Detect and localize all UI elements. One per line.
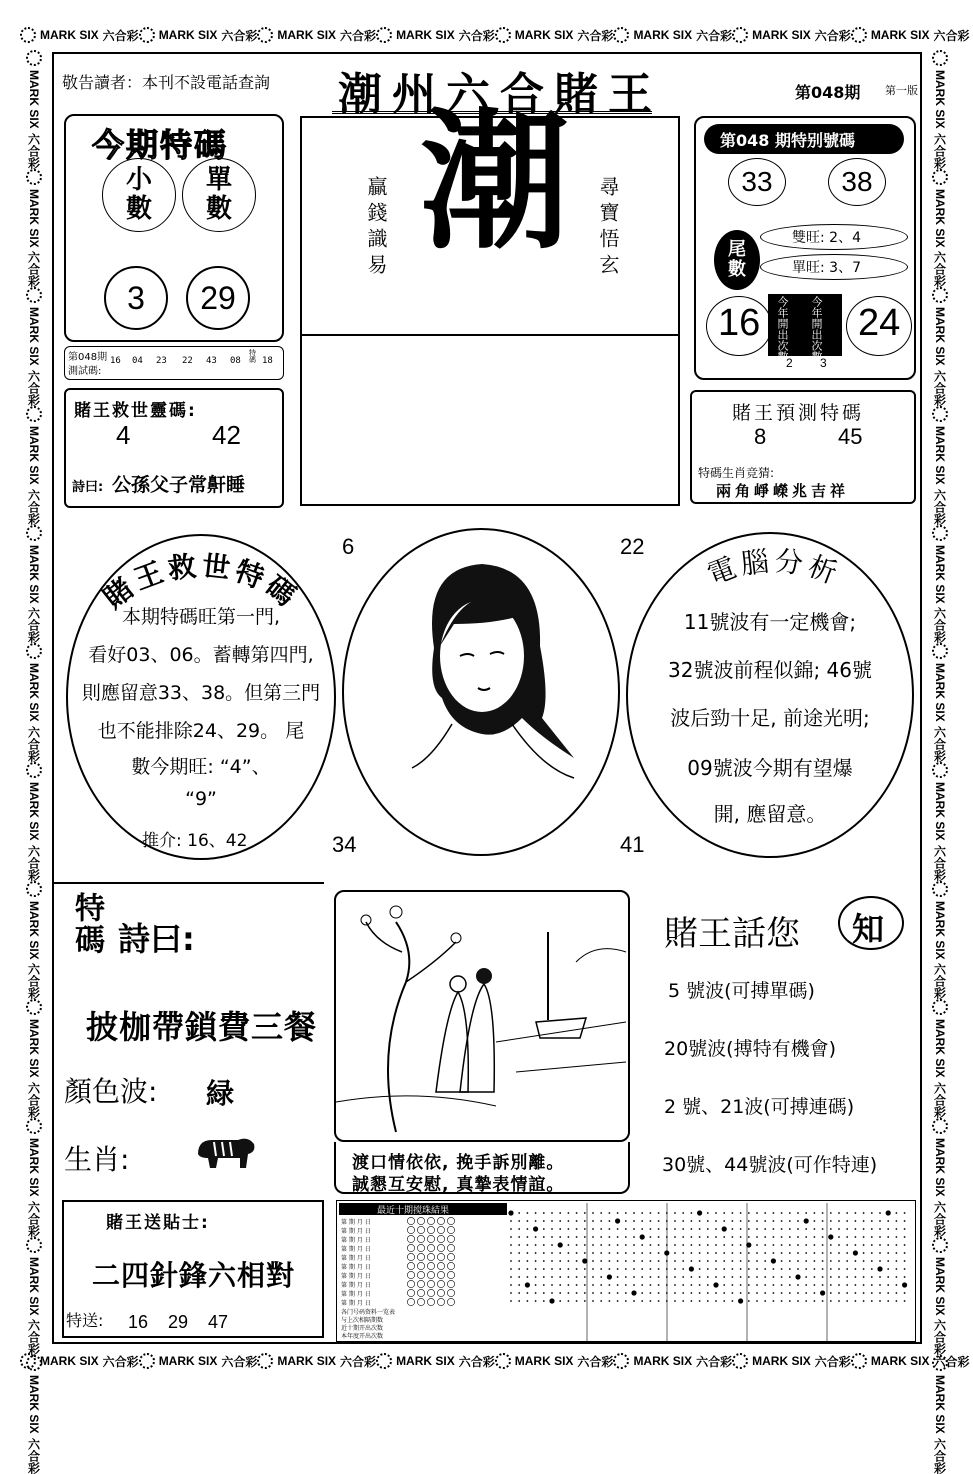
brand-cn: 六合彩 <box>932 1082 947 1119</box>
results-ball-circles <box>407 1217 454 1305</box>
special-numbers-heading: 第048 期特别號碼 <box>720 131 855 150</box>
brand-en: MARK SIX <box>396 28 455 42</box>
special-bottom-2: 24 <box>858 302 901 344</box>
brand-mark <box>732 27 851 44</box>
brand-mark <box>932 1118 949 1237</box>
brand-en: MARK SIX <box>933 782 947 841</box>
flower-ornament-icon <box>26 1118 42 1134</box>
tips-number-1: 16 <box>128 1312 149 1332</box>
flower-ornament-icon <box>932 287 948 303</box>
brand-en: MARK SIX <box>870 28 930 42</box>
brand-en: MARK SIX <box>27 1256 41 1316</box>
brand-cn: 六合彩 <box>221 1354 258 1369</box>
ferry-illustration <box>336 892 628 1140</box>
brand-mark <box>26 406 43 525</box>
brand-en: MARK SIX <box>158 28 218 42</box>
flower-ornament-icon <box>26 999 42 1015</box>
flower-ornament-icon <box>26 50 42 66</box>
analysis-arc-title: 電腦分析 <box>702 544 846 592</box>
brand-mark <box>613 27 732 44</box>
flower-ornament-icon <box>851 27 867 43</box>
test-code-n6: 08 <box>230 356 241 366</box>
brand-en: MARK SIX <box>27 1019 41 1079</box>
tiger-icon <box>194 1128 258 1172</box>
salvation-line-1: 本期特碼旺第一門, <box>121 606 281 628</box>
brand-cn: 六合彩 <box>696 1354 733 1369</box>
flower-ornament-icon <box>26 1355 42 1371</box>
tips-number-3: 47 <box>208 1312 229 1332</box>
brand-mark <box>376 27 495 44</box>
flower-ornament-icon <box>932 643 948 659</box>
brand-en: MARK SIX <box>27 70 41 129</box>
brand-en: MARK SIX <box>277 28 337 42</box>
flower-ornament-icon <box>26 1237 42 1253</box>
flower-ornament-icon <box>932 881 948 897</box>
brand-cn: 六合彩 <box>932 844 947 881</box>
brand-cn: 六合彩 <box>932 1200 947 1237</box>
brand-cn: 六合彩 <box>932 132 947 169</box>
results-footer-4: 本年度开出次数 <box>341 1333 384 1340</box>
test-code-n3: 23 <box>156 356 167 366</box>
brand-en: MARK SIX <box>933 663 947 723</box>
analysis-line-4: 09號波今期有望爆 <box>687 756 853 780</box>
results-row-label: 第 期 月 日 <box>341 1255 371 1262</box>
brand-mark <box>932 169 949 288</box>
special-bottom-1: 16 <box>718 302 761 344</box>
brand-en: MARK SIX <box>27 782 41 841</box>
brand-mark <box>932 881 949 1000</box>
brand-mark <box>26 881 43 1000</box>
flower-ornament-icon <box>26 762 42 778</box>
brand-en: MARK SIX <box>933 307 947 367</box>
brand-cn: 六合彩 <box>26 1438 41 1474</box>
right-brand-strip <box>920 50 960 1474</box>
tips-label: 特送: <box>66 1311 104 1330</box>
brand-en: MARK SIX <box>40 1354 99 1368</box>
talk-item-4: 30號、44號波(可作特連) <box>662 1154 878 1176</box>
brand-en: MARK SIX <box>27 188 41 248</box>
results-row-label: 第 期 月 日 <box>341 1291 371 1298</box>
brand-cn: 六合彩 <box>221 28 258 43</box>
brand-mark <box>376 1353 495 1370</box>
brand-mark <box>932 999 949 1118</box>
brand-en: MARK SIX <box>158 1354 218 1368</box>
flower-ornament-icon <box>932 1237 948 1253</box>
test-code-special-label: 特碼 <box>249 349 256 364</box>
zodiac-label: 生肖: <box>64 1143 130 1176</box>
brand-cn: 六合彩 <box>26 1200 41 1237</box>
brand-en: MARK SIX <box>752 1354 811 1368</box>
forecast-number-1: 8 <box>754 424 767 449</box>
results-row-label: 第 期 月 日 <box>341 1264 371 1271</box>
brand-mark <box>932 1355 949 1474</box>
flower-ornament-icon <box>851 1353 867 1369</box>
lower-divider <box>54 882 324 884</box>
color-label: 顏色波: <box>64 1075 158 1108</box>
results-footer-2: 与上次相隔期数 <box>341 1317 384 1324</box>
results-row-label: 第 期 月 日 <box>341 1246 371 1253</box>
spirit-code-heading: 賭王救世靈碼: <box>74 401 197 421</box>
brand-cn: 六合彩 <box>102 1354 139 1369</box>
year-count-1: 2 <box>786 356 793 370</box>
salvation-arc-title: 賭王救世特碼 <box>97 549 305 616</box>
left-brand-strip <box>14 50 54 1474</box>
flower-ornament-icon <box>20 27 36 43</box>
ferry-caption-1: 渡口情依依, 挽手訴別離。 <box>352 1153 565 1173</box>
flower-ornament-icon <box>932 525 948 541</box>
brand-en: MARK SIX <box>933 426 947 485</box>
flower-ornament-icon <box>932 762 948 778</box>
special-poem-title: 詩曰: <box>118 920 195 958</box>
talk-title: 賭王話您 <box>664 914 800 954</box>
flower-ornament-icon <box>26 525 42 541</box>
brand-cn: 六合彩 <box>340 28 377 43</box>
brand-mark <box>851 1353 970 1370</box>
brand-en: MARK SIX <box>514 1354 574 1368</box>
flower-ornament-icon <box>26 169 42 185</box>
small-number-tag: 小數 <box>102 158 176 232</box>
brand-mark <box>139 1353 258 1370</box>
brand-cn: 六合彩 <box>814 28 851 43</box>
tips-phrase: 二四針鋒六相對 <box>92 1259 296 1292</box>
talk-item-2: 20號波(搏特有機會) <box>664 1038 837 1060</box>
year-note-right: 今年開出次數 <box>810 296 823 362</box>
test-code-label: 測試碼: <box>68 366 102 377</box>
brand-en: MARK SIX <box>514 28 574 42</box>
brand-en: MARK SIX <box>933 544 947 604</box>
flower-ornament-icon <box>932 1118 948 1134</box>
svg-text:電腦分析 <box>703 544 846 591</box>
double-hot-text: 雙旺: 2、4 <box>792 230 861 246</box>
results-table <box>336 1200 916 1342</box>
brand-en: MARK SIX <box>933 1375 947 1435</box>
today-number-2: 29 <box>186 266 250 330</box>
spirit-number-1: 4 <box>116 420 131 450</box>
brand-cn: 六合彩 <box>26 1319 41 1356</box>
brand-en: MARK SIX <box>27 1375 41 1435</box>
brand-cn: 六合彩 <box>932 370 947 407</box>
brand-en: MARK SIX <box>870 1354 930 1368</box>
salvation-line-6: “9” <box>185 788 217 810</box>
brand-cn: 六合彩 <box>26 607 41 644</box>
analysis-line-3: 波后勁十足, 前途光明; <box>670 706 870 730</box>
brand-en: MARK SIX <box>27 426 41 485</box>
flower-ornament-icon <box>932 50 948 66</box>
brand-mark <box>257 1353 376 1370</box>
salvation-line-2: 看好03、06。蓄轉第四門, <box>88 644 314 666</box>
odd-number-tag: 單數 <box>182 158 256 232</box>
brand-mark <box>932 762 949 881</box>
spirit-number-2: 42 <box>212 420 241 450</box>
flower-ornament-icon <box>257 27 273 43</box>
brand-cn: 六合彩 <box>932 1319 947 1356</box>
brand-cn: 六合彩 <box>696 28 733 43</box>
brand-en: MARK SIX <box>27 663 41 723</box>
year-count-2: 3 <box>820 356 827 370</box>
salvation-recommend: 推介: 16、42 <box>142 831 248 851</box>
salvation-line-5: 數今期旺: “4”、 <box>131 756 271 778</box>
brand-mark <box>26 1118 43 1237</box>
today-number-1: 3 <box>104 266 168 330</box>
flower-ornament-icon <box>26 406 42 422</box>
flower-ornament-icon <box>613 27 629 43</box>
flower-ornament-icon <box>26 643 42 659</box>
brand-mark <box>26 762 43 881</box>
flower-ornament-icon <box>495 1353 511 1369</box>
tips-number-2: 29 <box>168 1312 189 1332</box>
brand-cn: 六合彩 <box>932 251 947 288</box>
talk-item-3: 2 號、21波(可搏連碼) <box>664 1096 855 1118</box>
brand-mark <box>851 27 970 44</box>
spirit-poem: 公孫父子常鼾睡 <box>112 474 246 496</box>
test-code-n1: 16 <box>110 356 121 366</box>
brand-cn: 六合彩 <box>26 963 41 1000</box>
brand-en: MARK SIX <box>633 28 693 42</box>
special-top-1: 33 <box>728 158 786 206</box>
flower-ornament-icon <box>732 1353 748 1369</box>
forecast-number-2: 45 <box>838 424 863 449</box>
portrait-number-bl: 34 <box>332 832 357 857</box>
brand-mark <box>932 525 949 644</box>
brand-cn: 六合彩 <box>932 607 947 644</box>
logo-right-column: 尋寶悟玄 <box>596 176 620 280</box>
brand-mark <box>257 27 376 44</box>
flower-ornament-icon <box>932 406 948 422</box>
results-row-label: 第 期 月 日 <box>341 1282 371 1289</box>
today-code-heading: 今期特碼 <box>92 126 229 164</box>
brand-en: MARK SIX <box>933 1256 947 1316</box>
flower-ornament-icon <box>376 27 392 43</box>
flower-ornament-icon <box>26 287 42 303</box>
center-lower-box <box>300 336 680 506</box>
brand-en: MARK SIX <box>27 900 41 960</box>
analysis-line-5: 開, 應留意。 <box>713 802 827 826</box>
notice-text: 敬告讀者：本刊不設電話查詢 <box>62 73 271 92</box>
brand-cn: 六合彩 <box>814 1354 851 1369</box>
brand-cn: 六合彩 <box>932 963 947 1000</box>
flower-ornament-icon <box>732 27 748 43</box>
results-dot-grid <box>507 1203 915 1341</box>
brand-cn: 六合彩 <box>933 1354 970 1369</box>
test-code-n5: 43 <box>206 356 217 366</box>
tail-number-badge: 尾數 <box>714 230 760 290</box>
bottom-brand-strip <box>20 1346 970 1376</box>
brand-mark <box>139 27 258 44</box>
portrait-number-br: 41 <box>620 832 645 857</box>
brand-mark <box>26 287 43 406</box>
talk-item-1: 5 號波(可搏單碼) <box>668 980 815 1002</box>
brand-en: MARK SIX <box>27 544 41 604</box>
brand-mark <box>932 643 949 762</box>
spirit-poem-label: 詩曰: <box>72 480 104 495</box>
flower-ornament-icon <box>932 999 948 1015</box>
brand-en: MARK SIX <box>40 28 99 42</box>
brand-cn: 六合彩 <box>932 488 947 525</box>
results-row-label: 第 期 月 日 <box>341 1300 371 1307</box>
ferry-caption-2: 誠懇互安慰, 真摯表情誼。 <box>352 1175 565 1195</box>
single-hot-text: 單旺: 3、7 <box>792 260 861 276</box>
portrait-number-tl: 6 <box>342 534 355 559</box>
brand-mark <box>932 50 949 169</box>
brand-en: MARK SIX <box>396 1354 455 1368</box>
brand-en: MARK SIX <box>933 1019 947 1079</box>
logo-big-char: 潮 <box>420 96 571 270</box>
brand-mark <box>732 1353 851 1370</box>
brand-mark <box>26 999 43 1118</box>
forecast-zodiac-label: 特碼生肖竞猜: <box>698 466 775 480</box>
test-code-issue: 第048期 <box>68 352 108 363</box>
brand-mark <box>26 525 43 644</box>
brand-mark <box>495 1353 614 1370</box>
test-code-n2: 04 <box>132 356 143 366</box>
issue-number: 第048期 <box>795 83 861 102</box>
flower-ornament-icon <box>139 1353 155 1369</box>
brand-cn: 六合彩 <box>26 132 41 169</box>
salvation-lines <box>66 604 336 810</box>
brand-en: MARK SIX <box>277 1354 337 1368</box>
brand-cn: 六合彩 <box>340 1354 377 1369</box>
flower-ornament-icon <box>613 1353 629 1369</box>
brand-en: MARK SIX <box>752 28 811 42</box>
brand-cn: 六合彩 <box>932 1438 947 1474</box>
results-dots <box>508 1203 907 1341</box>
test-code-special: 18 <box>262 356 273 366</box>
analysis-line-1: 11號波有一定機會; <box>683 610 857 634</box>
brand-en: MARK SIX <box>27 1138 41 1197</box>
brand-mark <box>20 27 139 44</box>
tips-heading: 賭王送貼士: <box>106 1213 210 1233</box>
talk-bubble-text: 知 <box>852 910 885 948</box>
logo-left-column: 贏錢識易 <box>364 176 388 280</box>
edition-label: 第一版 <box>885 84 918 97</box>
flower-ornament-icon <box>932 169 948 185</box>
flower-ornament-icon <box>139 27 155 43</box>
brand-cn: 六合彩 <box>26 1082 41 1119</box>
brand-en: MARK SIX <box>27 307 41 367</box>
results-footer-3: 近十期开出次数 <box>341 1325 384 1332</box>
results-row-label: 第 期 月 日 <box>341 1228 371 1235</box>
results-row-label: 第 期 月 日 <box>341 1237 371 1244</box>
special-poem-label: 特碼 <box>69 892 104 956</box>
brand-mark <box>26 643 43 762</box>
brand-mark <box>932 1237 949 1356</box>
brand-cn: 六合彩 <box>26 726 41 763</box>
flower-ornament-icon <box>932 1355 948 1371</box>
special-poem-text: 披枷帶鎖費三餐 <box>86 1008 318 1046</box>
salvation-line-3: 則應留意33、38。但第三門 <box>81 682 321 704</box>
brand-mark <box>26 1355 43 1474</box>
brand-cn: 六合彩 <box>932 726 947 763</box>
brand-cn: 六合彩 <box>26 844 41 881</box>
results-footer-1: 各门号码资料一览表 <box>341 1309 396 1316</box>
brand-mark <box>495 27 614 44</box>
brand-en: MARK SIX <box>633 1354 693 1368</box>
page-title: 潮州六合賭王 <box>338 69 662 120</box>
brand-cn: 六合彩 <box>458 1354 495 1369</box>
year-note-left: 今年開出次數 <box>776 296 789 362</box>
portrait-illustration <box>342 528 620 856</box>
forecast-heading: 賭王預測特碼 <box>732 402 865 424</box>
flower-ornament-icon <box>257 1353 273 1369</box>
results-title: 最近十期搅珠結果 <box>377 1206 450 1216</box>
brand-en: MARK SIX <box>933 1138 947 1197</box>
brand-cn: 六合彩 <box>458 28 495 43</box>
special-top-2: 38 <box>828 158 886 206</box>
brand-cn: 六合彩 <box>102 28 139 43</box>
flower-ornament-icon <box>495 27 511 43</box>
color-value: 緑 <box>206 1077 235 1110</box>
brand-cn: 六合彩 <box>577 28 614 43</box>
brand-mark <box>932 406 949 525</box>
brand-en: MARK SIX <box>933 70 947 129</box>
brand-en: MARK SIX <box>933 188 947 248</box>
brand-cn: 六合彩 <box>26 370 41 407</box>
results-row-labels <box>341 1217 411 1307</box>
forecast-zodiac: 兩角崢嶸兆吉祥 <box>716 482 850 500</box>
results-row-label: 第 期 月 日 <box>341 1219 371 1226</box>
brand-cn: 六合彩 <box>26 488 41 525</box>
portrait-number-tr: 22 <box>620 534 645 559</box>
brand-mark <box>26 169 43 288</box>
flower-ornament-icon <box>26 881 42 897</box>
brand-mark <box>613 1353 732 1370</box>
top-brand-strip <box>20 20 970 50</box>
brand-mark <box>26 1237 43 1356</box>
brand-mark <box>26 50 43 169</box>
flower-ornament-icon <box>376 1353 392 1369</box>
brand-en: MARK SIX <box>933 900 947 960</box>
brand-cn: 六合彩 <box>933 28 970 43</box>
brand-cn: 六合彩 <box>26 251 41 288</box>
results-row-label: 第 期 月 日 <box>341 1273 371 1280</box>
salvation-line-4: 也不能排除24、29。 尾 <box>97 720 305 742</box>
analysis-line-2: 32號波前程似錦; 46號 <box>668 658 872 682</box>
brand-cn: 六合彩 <box>577 1354 614 1369</box>
brand-mark <box>932 287 949 406</box>
test-code-n4: 22 <box>182 356 193 366</box>
